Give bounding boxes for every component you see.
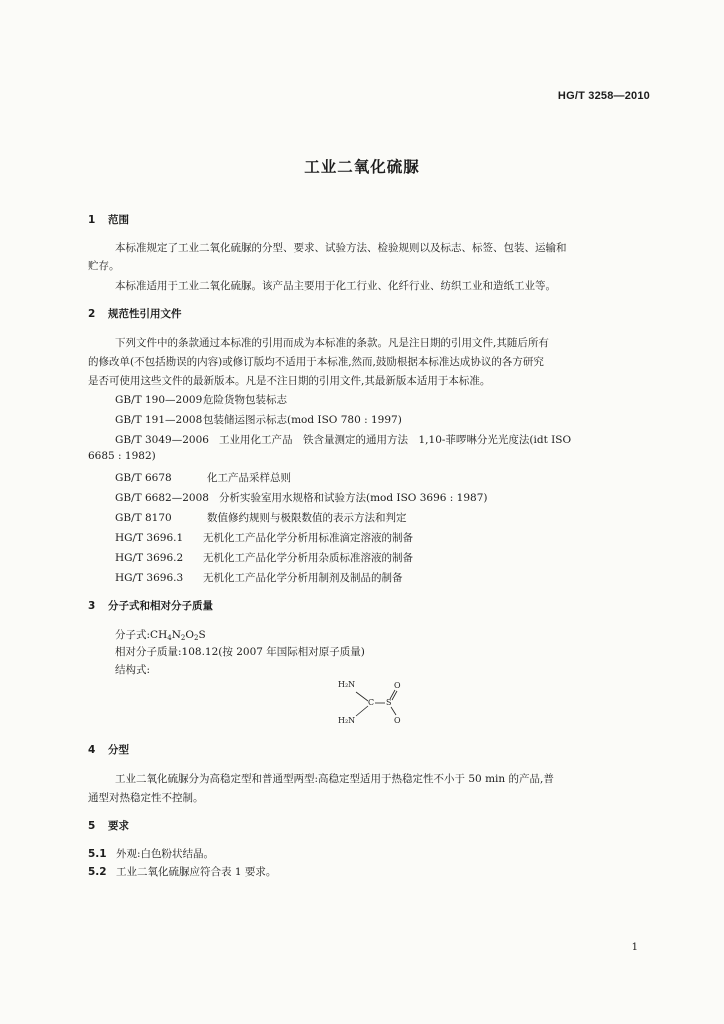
s2-paragraph-line-1: 下列文件中的条款通过本标准的引用而成为本标准的条款。凡是注日期的引用文件,其随后所有 [115,337,549,349]
reference-code: GB/T 191—2008 [115,414,203,426]
reference-code: GB/T 3049—2006 [115,434,209,446]
reference-code: GB/T 8170 [115,512,172,524]
reference-item [115,510,407,525]
section-number: 1 [88,214,96,226]
s1-paragraph-2: 本标准适用于工业二氧化硫脲。该产品主要用于化工行业、化纤行业、纺织工业和造纸工业等。 [115,280,556,292]
oxygen-atom-bottom: O [394,716,401,725]
standard-code: HG/T 3258—2010 [557,90,650,102]
reference-item [115,392,287,407]
molecular-mass: 相对分子质量:108.12(按 2007 年国际相对原子质量) [115,646,365,658]
formula-subscript: 2 [180,634,186,642]
s1-paragraph-1-line-1: 本标准规定了工业二氧化硫脲的分型、要求、试验方法、检验规则以及标志、标签、包装、运输和 [115,242,567,254]
requirement-item [88,846,214,862]
reference-item [115,412,402,427]
reference-title: 包装储运图示标志(mod ISO 780 : 1997) [203,414,402,426]
structure-label: 结构式: [115,664,151,676]
formula-label: 分子式: [115,629,151,641]
formula-element: S [198,629,206,641]
section-number: 2 [88,308,96,320]
amine-group-bottom: H₂N [338,716,356,725]
item-number: 5.1 [88,848,107,860]
section-title: 分型 [108,744,129,756]
reference-title: 无机化工产品化学分析用标准滴定溶液的制备 [203,532,413,544]
s1-paragraph-1-line-2: 贮存。 [88,260,120,272]
amine-group-top: H₂N [338,680,356,689]
reference-code: HG/T 3696.2 [115,552,184,564]
s4-paragraph-line-2: 通型对热稳定性不控制。 [88,792,204,804]
reference-title: 无机化工产品化学分析用杂质标准溶液的制备 [203,552,413,564]
reference-title: 工业用化工产品 铁含量测定的通用方法 1,10-菲啰啉分光光度法(idt ISO [219,434,572,446]
reference-item [115,550,413,565]
reference-item [115,570,403,585]
reference-code: GB/T 190—2009 [115,394,203,406]
item-text: 工业二氧化硫脲应符合表 1 要求。 [116,866,277,878]
item-text: 外观:白色粉状结晶。 [116,848,215,860]
reference-code: GB/T 6682—2008 [115,492,209,504]
reference-code: GB/T 6678 [115,472,172,484]
formula-element: N [171,629,181,641]
formula-element: CH [150,629,168,641]
section-5-heading [88,818,129,833]
reference-code: HG/T 3696.3 [115,572,184,584]
reference-item [115,432,571,447]
reference-title: 无机化工产品化学分析用制剂及制品的制备 [203,572,403,584]
section-number: 4 [88,744,96,756]
section-1-heading [88,212,129,227]
reference-item [115,490,487,505]
s2-paragraph-line-3: 是否可使用这些文件的最新版本。凡是不注日期的引用文件,其最新版本适用于本标准。 [88,375,491,387]
formula-element: O [185,629,194,641]
section-title: 分子式和相对分子质量 [108,600,213,612]
requirement-item [88,864,276,880]
page-number: 1 [631,942,638,953]
section-title: 规范性引用文件 [108,308,182,320]
section-number: 5 [88,820,96,832]
item-number: 5.2 [88,866,107,878]
s4-paragraph-line-1: 工业二氧化硫脲分为高稳定型和普通型两型:高稳定型适用于热稳定性不小于 50 min 的产品,普 [115,773,554,785]
document-title: 工业二氧化硫脲 [304,158,420,176]
reference-title: 分析实验室用水规格和试验方法(mod ISO 3696 : 1987) [219,492,488,504]
formula-subscript: 2 [193,634,199,642]
structural-formula [330,678,410,728]
reference-continuation: 6685 : 1982) [88,450,156,462]
sulfur-atom: S [386,698,392,707]
section-2-heading [88,306,182,321]
reference-title: 数值修约规则与极限数值的表示方法和判定 [207,512,407,524]
section-4-heading [88,742,129,757]
section-title: 范围 [108,214,129,226]
s2-paragraph-line-2: 的修改单(不包括勘误的内容)或修订版均不适用于本标准,然而,鼓励根据本标准达成协议的各方研究 [88,356,544,368]
reference-title: 化工产品采样总则 [207,472,291,484]
reference-code: HG/T 3696.1 [115,532,184,544]
oxygen-atom-top: O [394,681,401,690]
reference-item [115,470,291,485]
carbon-atom: C [368,698,375,707]
section-title: 要求 [108,820,129,832]
reference-title: 危险货物包装标志 [203,394,287,406]
section-3-heading [88,598,213,613]
formula-subscript: 4 [167,634,172,642]
reference-item [115,530,413,545]
section-number: 3 [88,600,96,612]
